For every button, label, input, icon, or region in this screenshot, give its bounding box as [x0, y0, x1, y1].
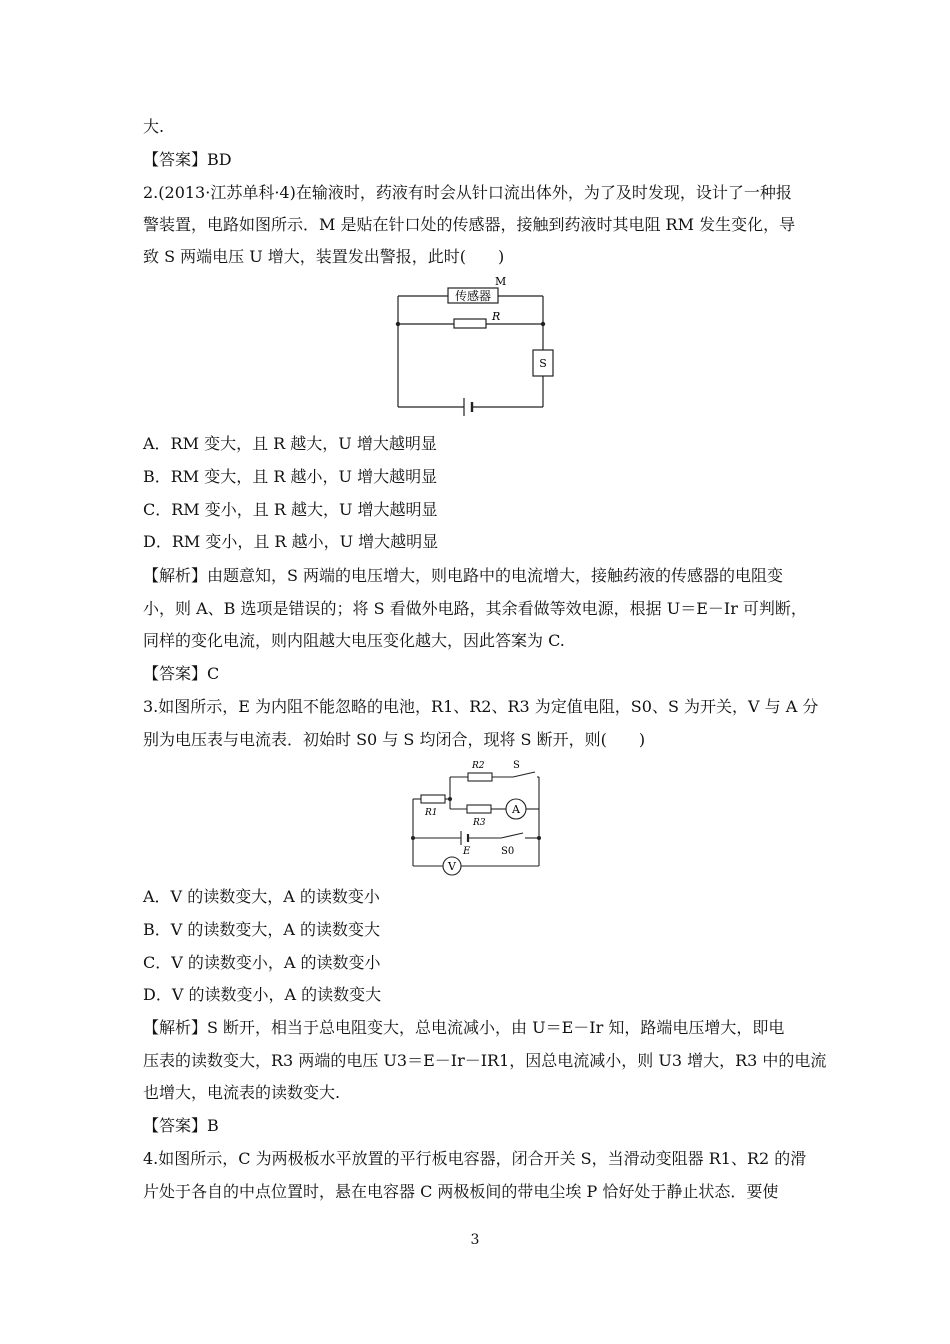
- option-b: B．RM 变大，且 R 越小，U 增大越明显: [143, 467, 438, 486]
- question-3-line: 3.如图所示，E 为内阻不能忽略的电池，R1、R2、R3 为定值电阻，S0、S 为开关，V 与 A 分: [143, 697, 819, 716]
- option-d: D．RM 变小，且 R 越小，U 增大越明显: [143, 532, 439, 551]
- e-label: E: [463, 846, 471, 857]
- r1-label: R1: [425, 808, 438, 818]
- s-label: S: [513, 760, 520, 771]
- r3-label: R3: [473, 818, 486, 828]
- question-4-line: 4.如图所示，C 为两极板水平放置的平行板电容器，闭合开关 S，当滑动变阻器 R1、R2 的滑: [143, 1149, 807, 1168]
- text-line: 大.: [143, 117, 165, 136]
- r2-label: R2: [472, 761, 485, 771]
- option-c: C．RM 变小，且 R 越大，U 增大越明显: [143, 500, 438, 519]
- option-a: A．V 的读数变大，A 的读数变小: [143, 887, 380, 906]
- question-2-line: 致 S 两端电压 U 增大，装置发出警报，此时( ): [143, 247, 505, 266]
- m-label: M: [495, 275, 507, 288]
- answer-line: 【答案】BD: [143, 150, 232, 169]
- option-c: C．V 的读数变小，A 的读数变小: [143, 953, 381, 972]
- analysis-line: 【解析】由题意知，S 两端的电压增大，则电路中的电流增大，接触药液的传感器的电阻变: [143, 566, 784, 585]
- s0-label: S0: [501, 846, 515, 857]
- analysis-line: 压表的读数变大，R3 两端的电压 U3＝E－Ir－IR1，因总电流减小，则 U3 增大，R3 中的电流: [143, 1051, 827, 1070]
- s-label: S: [539, 357, 547, 370]
- ammeter-label: A: [512, 803, 520, 816]
- option-a: A．RM 变大，且 R 越大，U 增大越明显: [143, 434, 437, 453]
- analysis-line: 同样的变化电流，则内阻越大电压变化越大，因此答案为 C.: [143, 631, 565, 650]
- option-d: D．V 的读数变小，A 的读数变大: [143, 985, 382, 1004]
- r-label: R: [492, 310, 501, 323]
- question-2-line: 2.(2013·江苏单科·4)在输液时，药液有时会从针口流出体外，为了及时发现，设计了一种报: [143, 183, 792, 202]
- question-2-line: 警装置，电路如图所示．M 是贴在针口处的传感器，接触到药液时其电阻 RM 发生变化，导: [143, 215, 796, 234]
- option-b: B．V 的读数变大，A 的读数变大: [143, 920, 381, 939]
- question-3-line: 别为电压表与电流表．初始时 S0 与 S 均闭合，现将 S 断开，则( ): [143, 730, 646, 749]
- analysis-line: 也增大，电流表的读数变大.: [143, 1083, 341, 1102]
- analysis-line: 【解析】S 断开，相当于总电阻变大，总电流减小，由 U＝E－Ir 知，路端电压增大，即电: [143, 1018, 785, 1037]
- answer-line: 【答案】C: [143, 664, 220, 683]
- analysis-line: 小，则 A、B 选项是错误的；将 S 看做外电路，其余看做等效电源，根据 U＝E－Ir 可判断，: [143, 599, 807, 618]
- sensor-label: 传感器: [454, 289, 492, 303]
- answer-line: 【答案】B: [143, 1116, 219, 1135]
- figure-meter-circuit: [405, 755, 545, 877]
- question-4-line: 片处于各自的中点位置时，悬在电容器 C 两极板间的带电尘埃 P 恰好处于静止状态．要使: [143, 1182, 779, 1201]
- figure-sensor-circuit: [388, 270, 558, 420]
- page-number: 3: [470, 1232, 480, 1248]
- voltmeter-label: V: [448, 860, 456, 873]
